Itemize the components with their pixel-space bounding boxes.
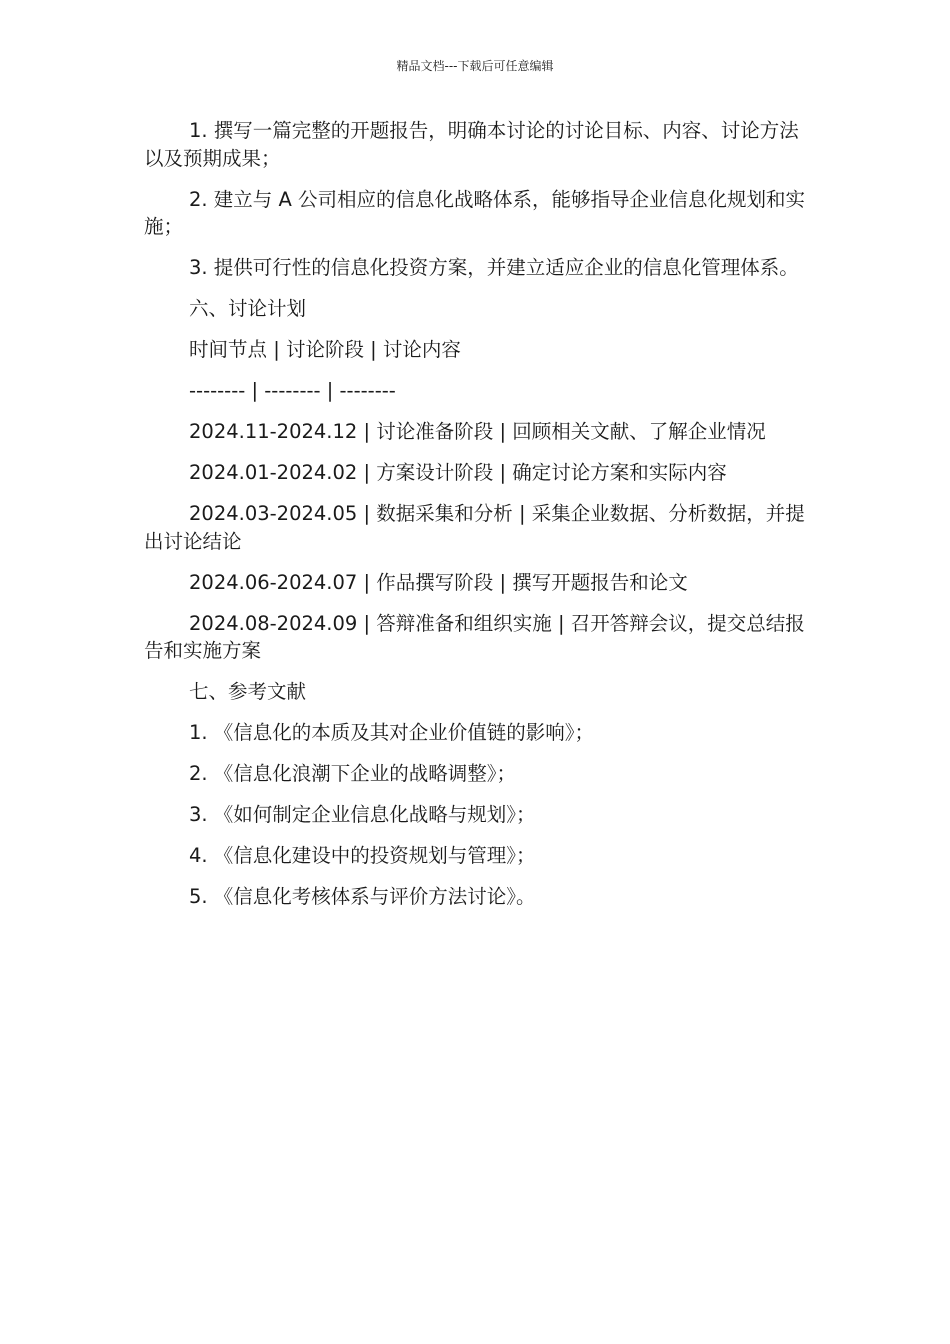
plan-row-1: 2024.11-2024.12 | 讨论准备阶段 | 回顾相关文献、了解企业情况 [189, 420, 766, 443]
page-header: 精品文档---下载后可任意编辑 [396, 59, 554, 73]
reference-item-2: 2. 《信息化浪潮下企业的战略调整》； [189, 762, 517, 785]
reference-item-3: 3. 《如何制定企业信息化战略与规划》； [189, 803, 536, 826]
plan-row-4: 2024.06-2024.07 | 作品撰写阶段 | 撰写开题报告和论文 [189, 570, 688, 594]
plan-table-separator: -------- | -------- | -------- [189, 379, 396, 402]
plan-row-5: 2024.08-2024.09 | 答辩准备和组织实施 | 召开答辩会议，提交总结报告和实施方案 [144, 611, 805, 662]
section-heading-plan: 六、讨论计划 [189, 297, 307, 320]
goal-item-2: 2. 建立与 A 公司相应的信息化战略体系，能够指导企业信息化规划和实施； [144, 187, 806, 238]
reference-item-4: 4. 《信息化建设中的投资规划与管理》； [189, 844, 536, 867]
document-body [144, 117, 812, 924]
plan-row-3: 2024.03-2024.05 | 数据采集和分析 | 采集企业数据、分析数据，并提出讨论结论 [144, 502, 805, 553]
section-heading-references: 七、参考文献 [189, 680, 307, 703]
reference-item-1: 1. 《信息化的本质及其对企业价值链的影响》； [189, 721, 595, 744]
reference-item-5: 5. 《信息化考核体系与评价方法讨论》。 [189, 885, 536, 908]
goal-item-3: 3. 提供可行性的信息化投资方案，并建立适应企业的信息化管理体系。 [189, 256, 799, 279]
plan-row-2: 2024.01-2024.02 | 方案设计阶段 | 确定讨论方案和实际内容 [189, 461, 727, 484]
plan-table-header: 时间节点 | 讨论阶段 | 讨论内容 [189, 338, 461, 361]
goal-item-1: 1. 撰写一篇完整的开题报告，明确本讨论的讨论目标、内容、讨论方法以及预期成果； [144, 119, 799, 170]
